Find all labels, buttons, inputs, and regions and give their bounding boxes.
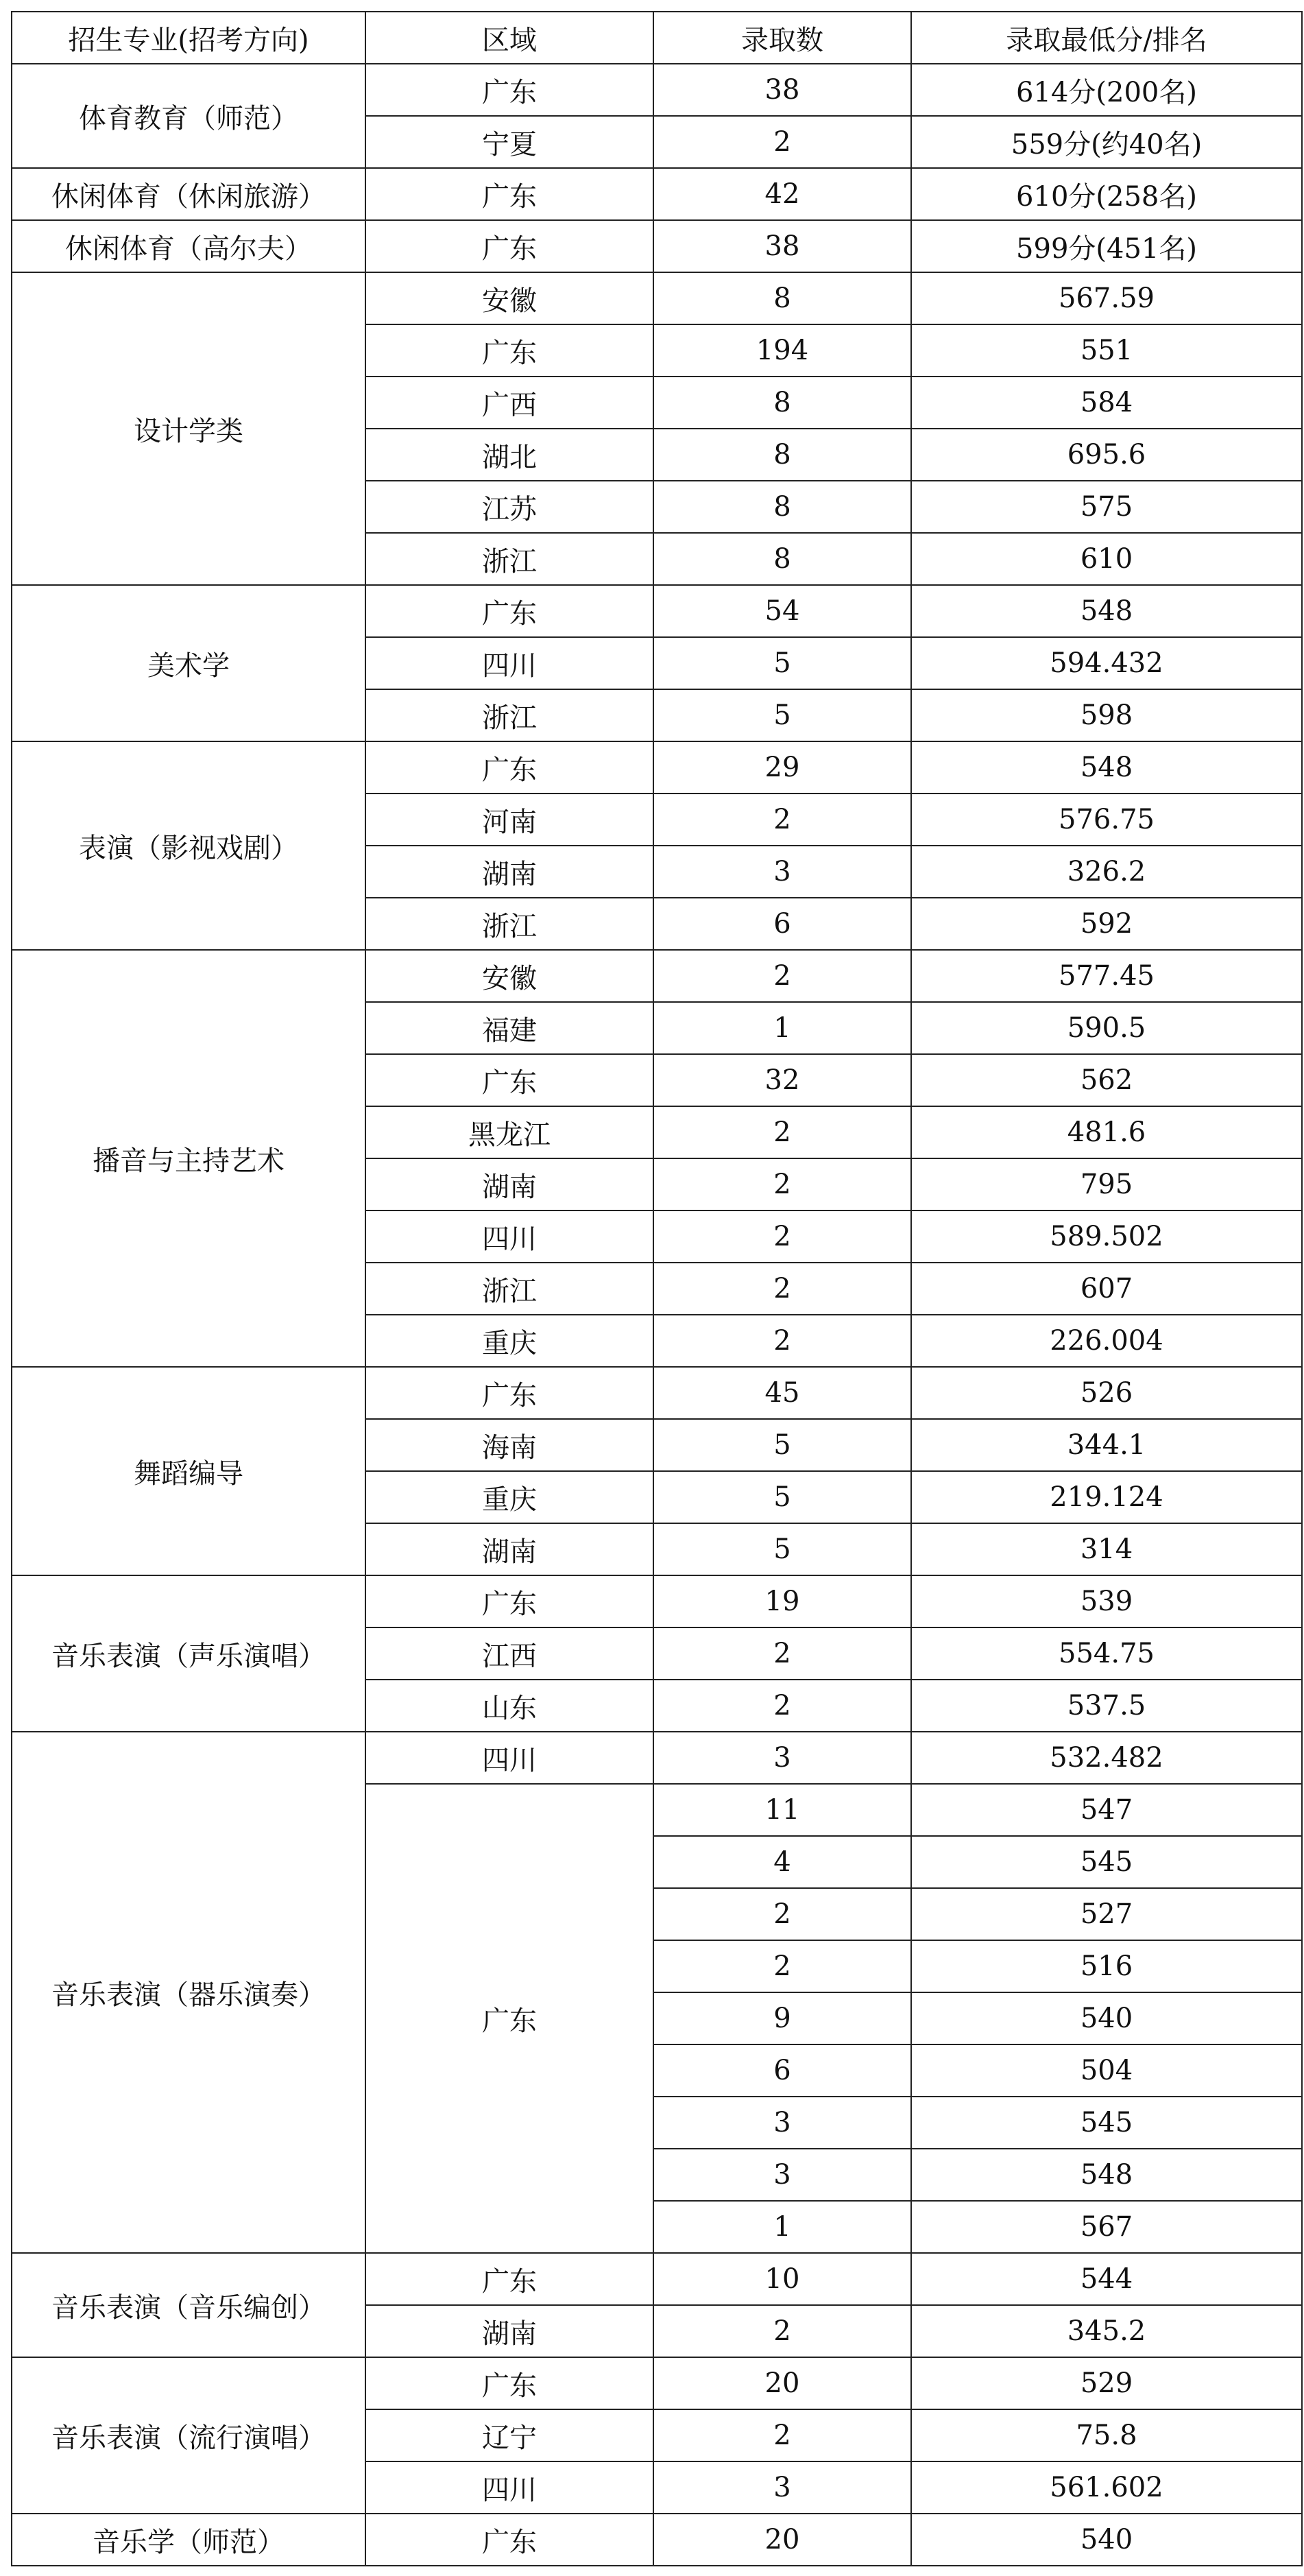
count-cell: 2 [653, 1263, 911, 1315]
count-cell: 10 [653, 2253, 911, 2305]
region-cell: 湖北 [365, 429, 653, 481]
region-cell: 广东 [365, 324, 653, 377]
region-cell: 重庆 [365, 1315, 653, 1367]
score-cell: 544 [911, 2253, 1302, 2305]
count-cell: 2 [653, 1315, 911, 1367]
score-cell: 562 [911, 1054, 1302, 1106]
score-cell: 567.59 [911, 272, 1302, 324]
table-row [12, 272, 1302, 324]
count-cell: 194 [653, 324, 911, 377]
count-cell: 11 [653, 1784, 911, 1836]
table-row [12, 168, 1302, 220]
score-cell: 548 [911, 585, 1302, 637]
admission-table [11, 11, 1303, 2566]
score-cell: 590.5 [911, 1002, 1302, 1054]
score-cell: 540 [911, 1992, 1302, 2044]
count-cell: 8 [653, 377, 911, 429]
region-cell: 广东 [365, 220, 653, 272]
score-cell: 547 [911, 1784, 1302, 1836]
score-cell: 577.45 [911, 950, 1302, 1002]
score-cell: 545 [911, 1836, 1302, 1888]
region-cell: 黑龙江 [365, 1106, 653, 1158]
region-cell: 辽宁 [365, 2409, 653, 2461]
score-cell: 504 [911, 2044, 1302, 2097]
table-row [12, 585, 1302, 637]
count-cell: 8 [653, 533, 911, 585]
major-cell: 休闲体育（高尔夫） [12, 220, 365, 272]
region-cell: 宁夏 [365, 116, 653, 168]
region-cell: 浙江 [365, 689, 653, 741]
score-cell: 529 [911, 2357, 1302, 2409]
table-row [12, 2357, 1302, 2409]
region-cell: 广东 [365, 1784, 653, 2253]
count-cell: 4 [653, 1836, 911, 1888]
header-row [12, 12, 1302, 64]
score-cell: 548 [911, 741, 1302, 794]
count-cell: 45 [653, 1367, 911, 1419]
region-cell: 广东 [365, 741, 653, 794]
score-cell: 554.75 [911, 1627, 1302, 1680]
region-cell: 浙江 [365, 1263, 653, 1315]
score-cell: 75.8 [911, 2409, 1302, 2461]
major-cell: 体育教育（师范） [12, 64, 365, 168]
score-cell: 599分(451名) [911, 220, 1302, 272]
score-cell: 695.6 [911, 429, 1302, 481]
count-cell: 3 [653, 2461, 911, 2514]
score-cell: 576.75 [911, 794, 1302, 846]
major-cell: 音乐表演（音乐编创） [12, 2253, 365, 2357]
count-cell: 29 [653, 741, 911, 794]
region-cell: 湖南 [365, 846, 653, 898]
header-count: 录取数 [653, 12, 911, 64]
major-cell: 音乐表演（流行演唱） [12, 2357, 365, 2514]
header-score: 录取最低分/排名 [911, 12, 1302, 64]
region-cell: 江西 [365, 1627, 653, 1680]
score-cell: 598 [911, 689, 1302, 741]
count-cell: 54 [653, 585, 911, 637]
major-cell: 表演（影视戏剧） [12, 741, 365, 950]
region-cell: 广东 [365, 168, 653, 220]
count-cell: 42 [653, 168, 911, 220]
major-cell: 休闲体育（休闲旅游） [12, 168, 365, 220]
score-cell: 532.482 [911, 1732, 1302, 1784]
table-row [12, 2514, 1302, 2566]
table-row [12, 741, 1302, 794]
score-cell: 561.602 [911, 2461, 1302, 2514]
major-cell: 舞蹈编导 [12, 1367, 365, 1575]
count-cell: 2 [653, 1158, 911, 1211]
count-cell: 19 [653, 1575, 911, 1627]
score-cell: 527 [911, 1888, 1302, 1940]
score-cell: 610分(258名) [911, 168, 1302, 220]
region-cell: 广东 [365, 585, 653, 637]
region-cell: 湖南 [365, 2305, 653, 2357]
region-cell: 海南 [365, 1419, 653, 1471]
score-cell: 559分(约40名) [911, 116, 1302, 168]
score-cell: 537.5 [911, 1680, 1302, 1732]
count-cell: 8 [653, 481, 911, 533]
major-cell: 播音与主持艺术 [12, 950, 365, 1367]
region-cell: 广东 [365, 1575, 653, 1627]
count-cell: 2 [653, 1627, 911, 1680]
region-cell: 福建 [365, 1002, 653, 1054]
score-cell: 567 [911, 2201, 1302, 2253]
count-cell: 1 [653, 2201, 911, 2253]
score-cell: 481.6 [911, 1106, 1302, 1158]
score-cell: 526 [911, 1367, 1302, 1419]
score-cell: 344.1 [911, 1419, 1302, 1471]
header-region: 区域 [365, 12, 653, 64]
table-row [12, 2253, 1302, 2305]
score-cell: 614分(200名) [911, 64, 1302, 116]
score-cell: 545 [911, 2097, 1302, 2149]
region-cell: 四川 [365, 1211, 653, 1263]
score-cell: 326.2 [911, 846, 1302, 898]
score-cell: 548 [911, 2149, 1302, 2201]
table-row [12, 1367, 1302, 1419]
count-cell: 2 [653, 2305, 911, 2357]
count-cell: 3 [653, 2097, 911, 2149]
region-cell: 广西 [365, 377, 653, 429]
region-cell: 四川 [365, 1732, 653, 1784]
count-cell: 2 [653, 1211, 911, 1263]
region-cell: 广东 [365, 64, 653, 116]
score-cell: 589.502 [911, 1211, 1302, 1263]
table-row [12, 1732, 1302, 1784]
count-cell: 2 [653, 794, 911, 846]
score-cell: 516 [911, 1940, 1302, 1992]
region-cell: 四川 [365, 2461, 653, 2514]
score-cell: 540 [911, 2514, 1302, 2566]
region-cell: 广东 [365, 2253, 653, 2305]
region-cell: 安徽 [365, 950, 653, 1002]
header-major: 招生专业(招考方向) [12, 12, 365, 64]
count-cell: 6 [653, 898, 911, 950]
count-cell: 2 [653, 950, 911, 1002]
count-cell: 2 [653, 116, 911, 168]
table-row [12, 64, 1302, 116]
count-cell: 8 [653, 272, 911, 324]
score-cell: 584 [911, 377, 1302, 429]
count-cell: 8 [653, 429, 911, 481]
major-cell: 设计学类 [12, 272, 365, 585]
region-cell: 浙江 [365, 533, 653, 585]
count-cell: 20 [653, 2514, 911, 2566]
count-cell: 5 [653, 1471, 911, 1523]
region-cell: 湖南 [365, 1523, 653, 1575]
major-cell: 美术学 [12, 585, 365, 741]
count-cell: 6 [653, 2044, 911, 2097]
count-cell: 20 [653, 2357, 911, 2409]
region-cell: 广东 [365, 1367, 653, 1419]
score-cell: 592 [911, 898, 1302, 950]
table-row [12, 220, 1302, 272]
count-cell: 5 [653, 637, 911, 689]
score-cell: 551 [911, 324, 1302, 377]
score-cell: 345.2 [911, 2305, 1302, 2357]
count-cell: 2 [653, 1940, 911, 1992]
count-cell: 38 [653, 220, 911, 272]
major-cell: 音乐表演（声乐演唱） [12, 1575, 365, 1732]
count-cell: 2 [653, 1106, 911, 1158]
region-cell: 安徽 [365, 272, 653, 324]
score-cell: 594.432 [911, 637, 1302, 689]
table-row [12, 950, 1302, 1002]
count-cell: 2 [653, 2409, 911, 2461]
count-cell: 2 [653, 1888, 911, 1940]
score-cell: 575 [911, 481, 1302, 533]
score-cell: 539 [911, 1575, 1302, 1627]
count-cell: 5 [653, 1523, 911, 1575]
region-cell: 浙江 [365, 898, 653, 950]
major-cell: 音乐学（师范） [12, 2514, 365, 2566]
score-cell: 314 [911, 1523, 1302, 1575]
count-cell: 3 [653, 2149, 911, 2201]
count-cell: 3 [653, 1732, 911, 1784]
region-cell: 广东 [365, 2357, 653, 2409]
score-cell: 610 [911, 533, 1302, 585]
count-cell: 5 [653, 1419, 911, 1471]
count-cell: 2 [653, 1680, 911, 1732]
region-cell: 广东 [365, 2514, 653, 2566]
major-cell: 音乐表演（器乐演奏） [12, 1732, 365, 2253]
region-cell: 江苏 [365, 481, 653, 533]
region-cell: 广东 [365, 1054, 653, 1106]
count-cell: 1 [653, 1002, 911, 1054]
region-cell: 湖南 [365, 1158, 653, 1211]
table-row [12, 1575, 1302, 1627]
region-cell: 河南 [365, 794, 653, 846]
region-cell: 山东 [365, 1680, 653, 1732]
count-cell: 5 [653, 689, 911, 741]
region-cell: 四川 [365, 637, 653, 689]
score-cell: 226.004 [911, 1315, 1302, 1367]
count-cell: 9 [653, 1992, 911, 2044]
count-cell: 38 [653, 64, 911, 116]
count-cell: 3 [653, 846, 911, 898]
count-cell: 32 [653, 1054, 911, 1106]
region-cell: 重庆 [365, 1471, 653, 1523]
score-cell: 795 [911, 1158, 1302, 1211]
table-body [12, 64, 1302, 2566]
score-cell: 219.124 [911, 1471, 1302, 1523]
score-cell: 607 [911, 1263, 1302, 1315]
